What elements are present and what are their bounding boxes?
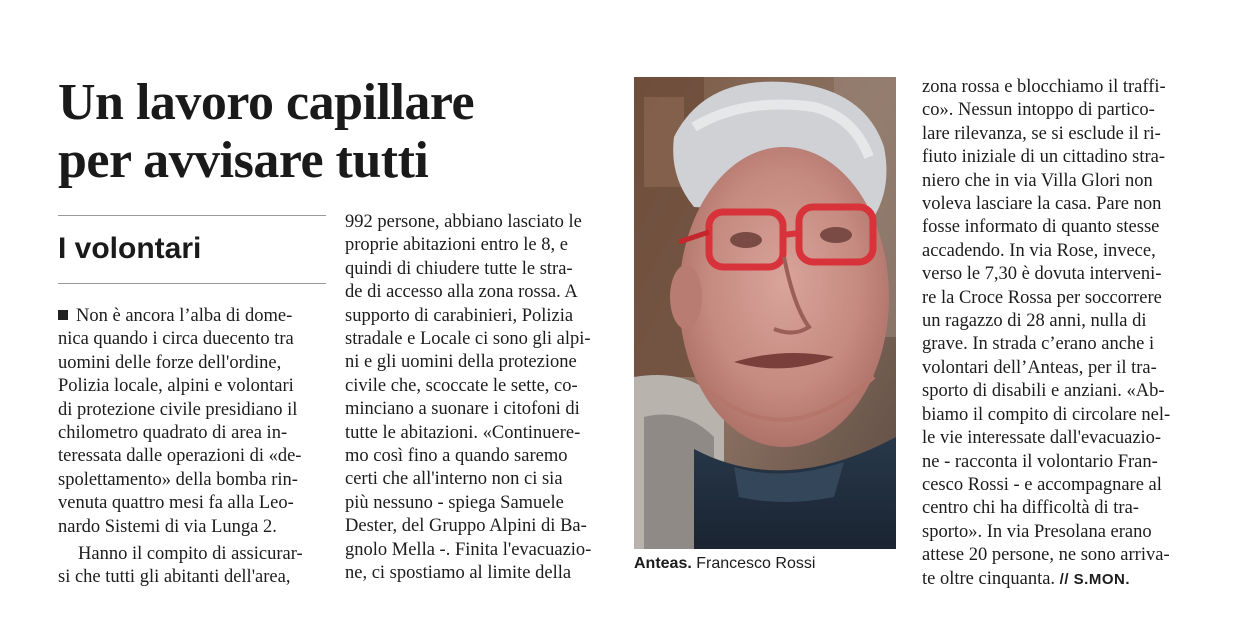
col2-line: proprie abitazioni entro le 8, e [345, 235, 568, 256]
col4-line: sporto di disabili e anziani. «Ab- [922, 381, 1165, 402]
col1-line: Hanno il compito di assicurar- [78, 544, 303, 565]
col2-line: civile che, scoccate le sette, co- [345, 375, 578, 396]
col2-line: tutte le abitazioni. «Continuere- [345, 422, 581, 443]
col1-line: nica quando i circa duecento tra [58, 329, 294, 350]
column-2 [345, 211, 610, 586]
col1-line: uomini delle forze dell'ordine, [58, 352, 282, 373]
col1-line: Polizia locale, alpini e volontari [58, 376, 294, 397]
col4-line: un ragazzo di 28 anni, nulla di [922, 311, 1147, 332]
col4-line: attese 20 persone, ne sono arriva- [922, 545, 1170, 566]
col2-line: più nessuno - spiega Samuele [345, 492, 564, 513]
kicker-bottom-rule [58, 283, 326, 284]
col2-line: 992 persone, abbiano lasciato le [345, 212, 582, 232]
col4-line: accadendo. In via Rose, invece, [922, 240, 1156, 261]
col2-line: quindi di chiudere tutte le stra- [345, 258, 573, 279]
col4-line: le vie interessate dall'evacuazio- [922, 428, 1162, 449]
kicker: I volontari [58, 232, 202, 265]
col4-line: biamo il compito di circolare nel- [922, 404, 1171, 425]
col4-line: sporto». In via Presolana erano [922, 521, 1152, 542]
col4-line: fosse informato di quanto stesse [922, 217, 1160, 238]
col4-line: fiuto iniziale di un cittadino stra- [922, 147, 1166, 168]
headline-line-2: per avvisare tutti [58, 132, 429, 189]
col1-line: si che tutti gli abitanti dell'area, [58, 567, 291, 588]
col4-line: ne - racconta il volontario Fran- [922, 451, 1158, 472]
headline-line-1: Un lavoro capillare [58, 74, 475, 131]
headline [58, 74, 578, 190]
col1-line: spolettamento» della bomba rin- [58, 469, 298, 490]
photo-caption [634, 555, 815, 573]
col2-line: minciano a suonare i citofoni di [345, 399, 580, 420]
column-1 [58, 305, 323, 590]
col2-line: stradale e Locale ci sono gli alpi- [345, 329, 591, 350]
col2-line: supporto di carabinieri, Polizia [345, 305, 574, 326]
col4-line: re la Croce Rossa per soccorrere [922, 287, 1162, 308]
col4-last-line: te oltre cinquanta. // S.MON. [922, 568, 1131, 589]
col4-line: niero che in via Villa Glori non [922, 170, 1153, 191]
col4-line: zona rossa e blocchiamo il traffi- [922, 77, 1166, 97]
caption-label: Anteas. [634, 555, 692, 572]
col4-line: centro chi ha difficoltà di tra- [922, 498, 1139, 519]
col2-line: certi che all'interno non ci sia [345, 469, 563, 490]
col4-line: lare rilevanza, se si esclude il ri- [922, 123, 1161, 144]
kicker-top-rule [58, 215, 326, 216]
bullet-marker [58, 310, 68, 320]
col4-line: verso le 7,30 è dovuta interveni- [922, 264, 1162, 285]
col2-line: ne, ci spostiamo al limite della [345, 563, 572, 584]
col2-line: mo così fino a quando saremo [345, 446, 568, 467]
portrait-photo [634, 77, 896, 549]
col1-line: venuta quattro mesi fa alla Leo- [58, 493, 294, 514]
portrait-image [634, 77, 896, 549]
col1-line: teressata dalle operazioni di «de- [58, 446, 302, 467]
column-4 [922, 76, 1184, 591]
col1-line: di protezione civile presidiano il [58, 399, 298, 420]
author-signature: // S.MON. [1059, 570, 1131, 588]
col4-line: volontari dell’Anteas, per il tra- [922, 357, 1157, 378]
col4-line: grave. In strada c’erano anche i [922, 334, 1155, 355]
col2-line: Dester, del Gruppo Alpini di Ba- [345, 516, 587, 537]
col1-line: chilometro quadrato di area in- [58, 423, 288, 444]
col2-line: gnolo Mella -. Finita l'evacuazio- [345, 539, 592, 560]
caption-text: Francesco Rossi [696, 555, 816, 572]
col4-line: voleva lasciare la casa. Pare non [922, 194, 1162, 215]
col2-line: de di accesso alla zona rossa. A [345, 282, 578, 303]
col4-line: co». Nessun intoppo di partico- [922, 100, 1155, 121]
col1-line: nardo Sistemi di via Lunga 2. [58, 516, 277, 537]
col1-line-0: Non è ancora l’alba di dome- [58, 305, 323, 328]
col4-line: cesco Rossi - e accompagnare al [922, 474, 1162, 495]
col2-line: ni e gli uomini della protezione [345, 352, 577, 373]
